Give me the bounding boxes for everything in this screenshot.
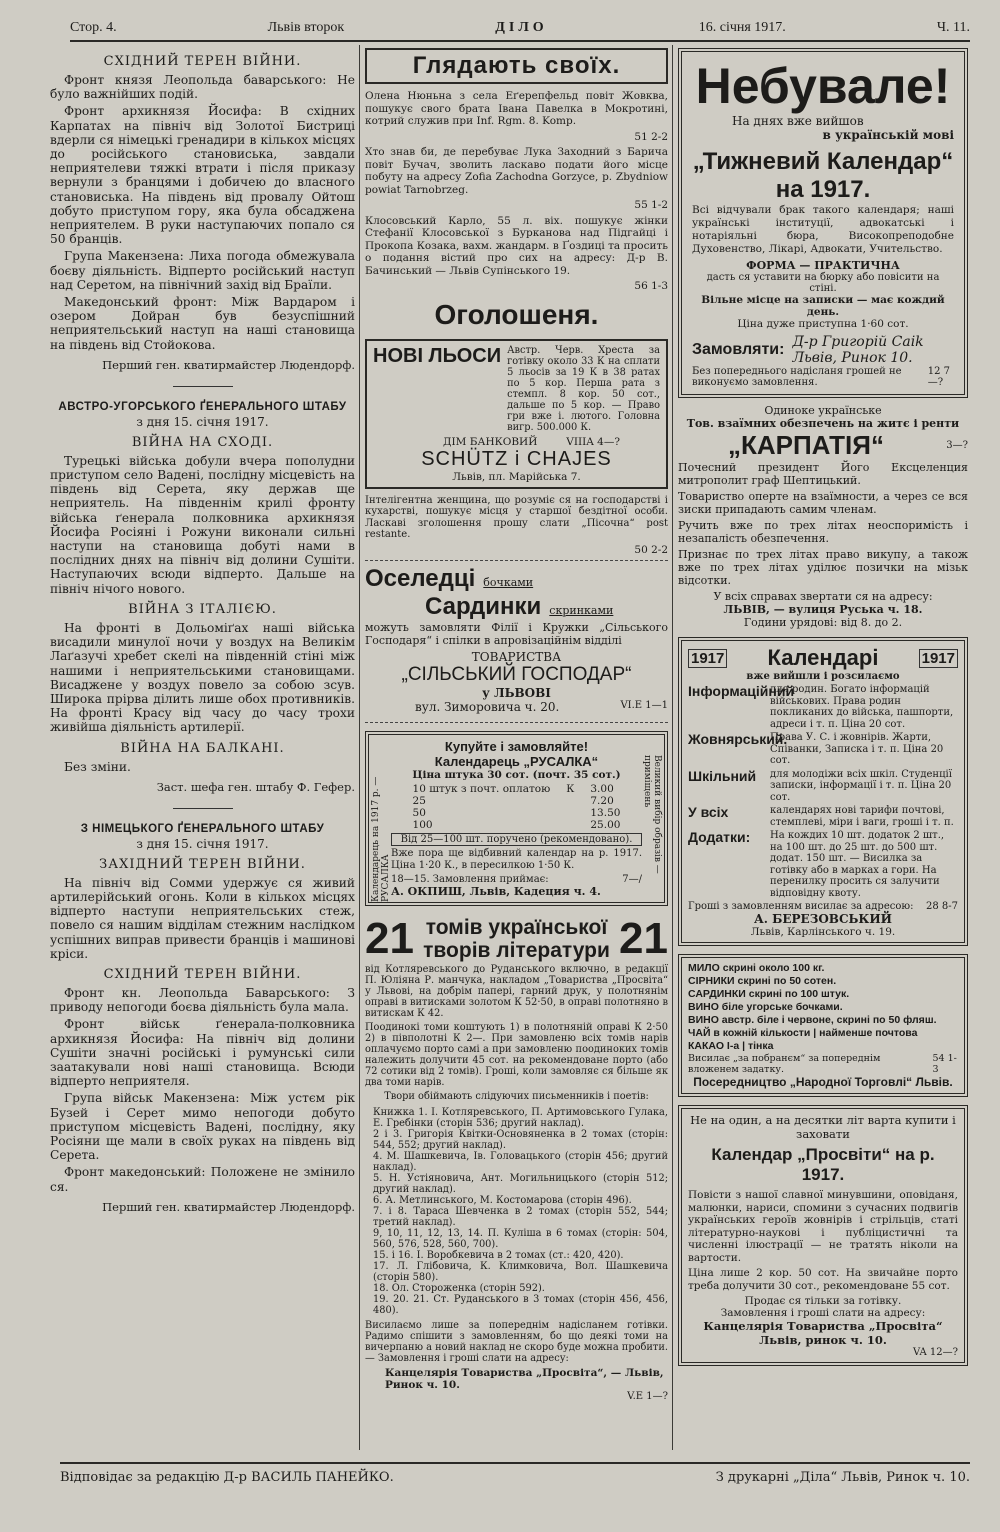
price-cell: 100 xyxy=(412,819,433,831)
rusalka-ad xyxy=(365,731,668,906)
lit-volume: 2 і 3. Григорія Квітки-Основяненка в 2 томах (сторін: 544, 552; другий наклад). xyxy=(373,1128,668,1151)
cal-seller: Д-р Григорій Caik Львів, Ринок 10. xyxy=(792,334,924,366)
lit-volume: 7. і 8. Тараса Шевченка в 2 томах (сторін 552, 544; третий наклад). xyxy=(373,1205,668,1228)
calendars-ad xyxy=(678,637,968,946)
subheading: ВІЙНА НА СХОДІ. xyxy=(131,434,274,450)
cals-item-name: Додатки: xyxy=(688,829,751,845)
ins-text: Товариство оперте на взаїмности, а через се вся зиски припадають самим членам. xyxy=(678,490,968,516)
ad-code: VA 12—? xyxy=(912,1347,958,1358)
section-date: з дня 15. січня 1917. xyxy=(136,414,269,429)
rusalka-side-text: Календарець на 1917 р. — РУСАЛКА xyxy=(371,776,391,902)
rusalka-side-text: Великий вибір образів — приміщень xyxy=(642,755,662,874)
announcements-title: Оголошеня. xyxy=(434,298,599,330)
signature: Заст. шефа ген. штабу Ф. Гефер. xyxy=(156,779,355,794)
cals-item-text: для молодіжи всіх шкіл. Студенції записки, інформації і т. п. Ціна 20 сот. xyxy=(770,768,952,803)
cals-item-text: для родин. Богато інформацій військових. Права родин покликаних до війська, пашпорти, адреси і т. п. Ціна 20 сот. xyxy=(770,684,954,730)
lit-volume: 5. Н. Устіяновича, Ант. Могильницького (сторін 512; другий наклад). xyxy=(373,1172,668,1195)
lottery-text: Австр. Черв. Хреста за готівку около 33 К на сплати 5 льосів за 19 К в 38 ратах по 5 кор. Перша рата з стемпл. 8 кор. 50 сот., дальше по 5 кор. — Право гри вже і. лютого. Головна вигр. 500.000 К. xyxy=(507,344,660,433)
seek-ad-title-box xyxy=(365,48,668,84)
news-paragraph: На північ від Сомми удержує ся живий артилерійський огонь. Коли в кількох місцях відперто наступи неприятельських стеж, повело ся нашим відділам стежним наслідком успішних виправ привести бранців і машинові кріси. xyxy=(50,875,355,961)
goods-item: САРДИНКИ скрині по 100 штук. xyxy=(688,988,850,1000)
rusalka-seller: А. ОКПИШ, Львів, Кадеция ч. 4. xyxy=(391,885,601,898)
cals-sub: вже вийшли і розсилаємо xyxy=(746,671,900,682)
lottery-address: Львів, пл. Марійська 7. xyxy=(452,470,581,483)
cal-form: ФОРМА — ПРАКТИЧНА xyxy=(746,259,900,272)
news-paragraph: Фронт військ ґенерала-полковника архикнязя Йосифа: На північ від долини Сушіти значні російські і румунські сили заатакували нові наші становища. Всюди відперто неприятеля. xyxy=(50,1017,355,1089)
ins-hours: Години урядові: від 8. до 2. xyxy=(743,616,903,629)
cals-item-name: Інформаційний xyxy=(688,683,795,699)
price-cell: 25 xyxy=(412,795,426,807)
fish-text: можуть замовляти Філії і Кружки „Сільського Господаря“ і спілки в апровізаційнім відділі xyxy=(365,621,668,647)
subheading: ВІЙНА НА БАЛКАНІ. xyxy=(120,740,285,756)
price-cell: 7.20 xyxy=(590,795,614,807)
cals-address: Львів, Карлінського ч. 19. xyxy=(750,926,896,938)
goods-list xyxy=(688,962,958,1053)
cal-order-label: Замовляти: xyxy=(692,341,785,358)
goods-ad xyxy=(678,954,968,1097)
divider xyxy=(365,722,668,723)
section-heading: СХІДНИЙ ТЕРЕН ВІЙНИ. xyxy=(103,54,302,69)
price-row xyxy=(405,783,629,795)
news-paragraph: Македонський фронт: Між Вардаром і озером Дойран був безуспішний неприятельський наступ на наші становища на південь від Стойокова. xyxy=(50,295,355,352)
pros-text: Ціна лише 2 кор. 50 сот. На звичайне порто треба долучити 30 сот., рекомендоване 55 сот. xyxy=(688,1267,958,1292)
lottery-bank: ДІМ БАНКОВИЙ xyxy=(443,435,538,448)
page-header xyxy=(70,20,970,42)
cals-item-text: Права У. С. і жовнірів. Жарти, Співанки, Записка і т. п. Ціна 20 сот. xyxy=(770,732,944,766)
seek-ad: Олена Нюньна з села Еґерепфельд повіт Жовква, пошукує свого брата Івана Павелка в Мокротині, котрий служив при Inf. Rgm. 8. Komp. xyxy=(365,90,668,127)
printer-line: З друкарні „Діла“ Львів, Ринок ч. 10. xyxy=(715,1470,970,1485)
cals-item-name: Шкільний xyxy=(688,767,757,784)
sardines-label: Сардинки xyxy=(425,593,542,620)
ad-code: 51 2-2 xyxy=(634,130,668,143)
price-cell xyxy=(558,819,582,831)
seek-title: Глядають своїх. xyxy=(412,52,621,79)
ins-text: Почесний президент Його Ексцеленция митрополит граф Шептицький. xyxy=(678,461,968,487)
ad-code: 56 1-3 xyxy=(634,280,668,292)
cal-price: Ціна дуже приступна 1·60 сот. xyxy=(737,318,909,330)
ins-text: У всіх справах звертати ся на адресу: xyxy=(713,590,933,603)
ins-text: Ручить вже по трех літах неоспоримість і незапалість обезпечення. xyxy=(678,519,968,545)
rusalka-note: Від 25—100 шт. поручено (рекомендовано). xyxy=(391,833,642,846)
price-cell: 50 xyxy=(412,807,426,819)
ad-code: 28 8-7 xyxy=(925,901,958,912)
cals-year: 1917 xyxy=(919,649,958,668)
news-paragraph: На фронті в Дольоміґах наші війська висадили минулої ночи у воздух на Великім Лаґазучі хребет скелі на південній стіні між нашими і неприятельськими становищами. Висаджене у воздух повело за собою зсув. Широка прірва ділить лише обох противників. На фронті Красу від часу до часу трохи живійша діяльність артилерії. xyxy=(50,620,355,735)
signature: Перший ген. кватирмайстер Людендорф. xyxy=(102,357,355,372)
issue-date: 16. січня 1917. xyxy=(698,20,786,35)
cal-text: Вільне місце на записки — має кождий день. xyxy=(701,294,945,318)
coop-address: вул. Зиморовича ч. 20. xyxy=(415,700,560,714)
news-paragraph: Фронт македонський: Положене не змінило ся. xyxy=(50,1165,355,1194)
column-rule xyxy=(672,45,673,1450)
news-paragraph: Фронт архикнязя Йосифа: В східних Карпатах на північ від Золотої Бистриці вдерли ся німецькі гренадири в кількох місцях до російського становиська, завдали неприятелеви тяжкі втрати і після приказу вернули з бранцями і добичею до власного становиська. На південь від провалу Ойтош добуто приступом гору, яка була обсаджена неприятелем. В руки наступаючих попало ся 50 бранців. xyxy=(50,104,355,247)
issue-number: Ч. 11. xyxy=(936,20,970,35)
price-row xyxy=(405,819,629,831)
seek-ad: Клосовський Карло, 55 л. віх. пошукує жінки Стефанії Клосовської з Бурканова над Підгайці і Прокопа Козака, вахм. жандарм. в Ґоздиці та просить о подання вістий про сих на адресу: Д-р В. Бачинський — Львів Супінського 19. xyxy=(365,214,668,277)
lit-paragraph: Висилаємо лише за попереднім надісланем готівки. Радимо спішити з замовленням, бо що деякі томи на вичерпаню а новий наклад не скоро буде можна пробити. — Замовлення і гроші слати на адресу: xyxy=(365,1319,668,1364)
price-cell: 13.50 xyxy=(590,807,621,819)
cals-item-text: календарях нові тарифи почтові, стемплеві, міри і ваги, гроші і т. п. xyxy=(770,805,954,828)
section-heading: З НІМЕЦЬКОГО ҐЕНЕРАЛЬНОГО ШТАБУ xyxy=(80,822,325,835)
literature-ad xyxy=(365,914,668,1402)
ad-code: 7—/ xyxy=(622,874,642,885)
page-number: Стор. 4. xyxy=(70,20,117,35)
cals-item xyxy=(688,769,958,804)
goods-item: ВИНО біле угорське бочками. xyxy=(688,1001,843,1013)
lit-title: томів української xyxy=(425,916,608,939)
cals-money: Гроші з замовленням висилає за адресою: xyxy=(688,901,914,912)
cal-year: на 1917. xyxy=(775,176,871,203)
cals-item-name: Жовнярський. xyxy=(688,731,788,747)
coop-city: у ЛЬВОВІ xyxy=(482,686,551,700)
ad-code: 3—? xyxy=(946,440,968,451)
rusalka-price: Ціна штука 30 сот. (почт. 35 сот.) xyxy=(412,769,621,781)
rusalka-code: 18—15. Замовлення приймає: xyxy=(391,874,549,885)
goods-item: КАКАО І-а | тінка xyxy=(688,1040,774,1052)
rusalka-price-table xyxy=(405,783,629,831)
sardines-pack: скринками xyxy=(549,604,614,617)
cals-item-name: У всіх xyxy=(688,804,729,820)
news-paragraph: Фронт кн. Леопольда Баварського: З приводу непогоди боєва діяльність була мала. xyxy=(50,985,355,1015)
cal-text: дасть ся уставити на бюрку або повісити на стіні. xyxy=(706,272,940,294)
signature: Перший ген. кватирмайстер Людендорф. xyxy=(102,1199,355,1214)
insurance-ad xyxy=(678,404,968,629)
pros-title: Календар „Просвіти“ на р. 1917. xyxy=(711,1145,935,1184)
ad-code: 12 7—? xyxy=(927,366,951,388)
cal-name: „Тижневий Календар“ xyxy=(692,148,954,175)
divider xyxy=(173,808,233,809)
ad-code: V.E 1—? xyxy=(627,1390,668,1402)
news-paragraph: Без зміни. xyxy=(64,759,131,774)
pros-line: Не на один, а на десятки літ варта купити і заховати xyxy=(690,1113,956,1141)
cal-line: в українській мові xyxy=(822,128,954,142)
cals-item xyxy=(688,805,958,828)
lit-volume: 9, 10, 11, 12, 13, 14. П. Куліша в 6 томах (сторін: 504, 560, 576, 528, 560, 700). xyxy=(373,1227,668,1250)
ins-name: „КАРПАТІЯ“ xyxy=(728,430,884,460)
price-cell: 25.00 xyxy=(590,819,621,831)
price-cell: 3.00 xyxy=(590,783,614,795)
lit-paragraph: Поодинокі томи коштують 1) в полотняній оправі К 2·50 2) в півполотні К 2—. При замовленю всіх томів нарів оплачуємо порто самі а при замовленю поодиноких томів належить долучити 45 сот. на рекомендоване порто (або 72 сотики від 2 томів). Гроші, коли замовляє ся більше як два томи нарів. xyxy=(365,1022,668,1088)
ins-address: ЛЬВІВ, — вулиця Руська ч. 18. xyxy=(723,603,923,616)
cal-text: Всі відчували брак такого календаря; наші українські інституції, адвокатські і нотаріяльні бюра, Високопреподобне Духовенство, Лікарі, Адвокати, Учительство. xyxy=(692,204,954,255)
goods-seller: Посередництво „Народної Торговлі“ Львів. xyxy=(693,1075,953,1089)
news-column xyxy=(50,48,355,1220)
cals-item xyxy=(688,732,958,767)
fish-ad xyxy=(365,565,668,714)
ins-text: Признає по трех літах право викупу, а також вже по трех літах уділює позички на мізьк відсотки. xyxy=(678,548,968,587)
price-cell xyxy=(558,807,582,819)
weekly-calendar-ad xyxy=(678,48,968,398)
page-footer xyxy=(60,1462,970,1485)
rusalka-text: Вже пора ще відбивний календар на р. 1917. Ціна 1·20 К., в пересилкою 1·50 К. xyxy=(391,848,642,871)
pros-text: Замовлення і гроші слати на адресу: xyxy=(720,1307,926,1319)
cals-year: 1917 xyxy=(688,649,727,668)
price-cell: К xyxy=(566,783,575,795)
unusual-title: Небувале! xyxy=(695,58,951,114)
coop-label: ТОВАРИСТВА xyxy=(471,650,562,664)
pros-text: Продає ся тільки за готівку. xyxy=(744,1295,902,1307)
herring-label: Оселедці xyxy=(365,565,476,592)
herring-pack: бочками xyxy=(483,576,534,589)
rusalka-name: Календарець „РУСАЛКА“ xyxy=(434,754,599,769)
lottery-head: НОВІ ЛЬОСИ xyxy=(373,344,502,367)
classified-ad: Інтелігентна женщина, що розуміє ся на господарстві і кухарстві, пошукує місця у старшої бездітної особи. Ласкаві зголошення прошу слати „Пісочна“ post restante. xyxy=(365,494,668,540)
news-paragraph: Група Макензена: Лиха погода обмежувала боєву діяльність. Відперто російський наступ над Серетом, на північний захід від Браїли. xyxy=(50,249,355,292)
news-paragraph: Група військ Макензена: Між устєм рік Бузей і Серет мимо непогоди добуто приступом місцевість Вадені, послідну, яку Росіяни ще мали в своїх руках на південь від Серета. xyxy=(50,1091,355,1163)
news-paragraph: Фронт князя Леопольда баварського: Не було важнійших подій. xyxy=(50,73,355,102)
ads-column-middle xyxy=(365,48,668,1402)
lit-volume-list xyxy=(365,1107,668,1316)
coop-name: „СІЛЬСЬКИЙ ГОСПОДАР“ xyxy=(401,664,632,685)
price-row xyxy=(405,795,629,807)
section-date: з дня 15. січня 1917. xyxy=(136,836,269,851)
cals-item-text: На кождих 10 шт. додаток 2 шт., на 100 шт. до 25 шт. до 500 шт. додат. 150 шт. — Висилка за готівку або в марках а гори. На перенилку просить ся залучити відповідну квоту. xyxy=(770,830,945,899)
ins-line: Одиноке українське xyxy=(764,404,882,417)
goods-item: МИЛО скрині около 100 кг. xyxy=(688,962,825,974)
news-paragraph: Турецькі війська добули вчера пополудни приступом село Вадені, послідну місцевість на південь від Серета, яку держав ще неприятель. На південнім крилі фронту війська ґенерала полковника архикнязя Йосифа Росіяні і Рожуни виконали сильні наступи на становища добуті нами в послідних днях на північ від долини Сушіти. Наступаючих всюди відперто. Дальше на північ нічого нового. xyxy=(50,453,355,596)
lit-title: творів літератури xyxy=(423,939,610,962)
lit-sign: Канцелярія Товариства „Просвіта“, — Львів, Ринок ч. 10. xyxy=(385,1366,664,1391)
ins-line: Тов. взаїмних обезпечень на житє і ренти xyxy=(686,417,960,430)
editor-line: Відповідає за редакцію Д-р ВАСИЛЬ ПАНЕЙКО. xyxy=(60,1470,394,1485)
lit-volume: 4. М. Шашкевича, Ів. Головацького (сторін 456; другий наклад). xyxy=(373,1150,668,1173)
goods-item: СІРНИКИ скрині по 50 сотен. xyxy=(688,975,837,987)
cals-seller: А. БЕРЕЗОВСЬКИЙ xyxy=(754,912,892,926)
ad-code: VIIIA 4—? xyxy=(566,435,620,448)
cal-note: Без попереднього надісланя грошей не виконуємо замовлення. xyxy=(692,366,902,388)
lit-volume: Книжка 1. І. Котляревського, П. Артимовського Гулака, Е. Гребінки (сторін 536; другий наклад). xyxy=(373,1106,668,1129)
subheading: ВІЙНА З ІТАЛІЄЮ. xyxy=(128,601,277,617)
goods-item: ВИНО австр. біле і червоне, скрині по 50 фляш. xyxy=(688,1014,937,1026)
divider xyxy=(365,560,668,561)
subheading: ЗАХІДНИЙ ТЕРЕН ВІЙНИ. xyxy=(99,856,306,872)
section-heading: АВСТРО-УГОРСЬКОГО ҐЕНЕРАЛЬНОГО ШТАБУ xyxy=(58,400,347,413)
pros-sign: Канцелярія Товариства „Просвіта“ Львів, ринок ч. 10. xyxy=(703,1319,943,1347)
lit-number: 21 xyxy=(365,914,414,963)
lit-volume: 6. А. Метлинського, М. Костомарова (сторін 496). xyxy=(373,1194,632,1206)
price-cell xyxy=(558,795,582,807)
ads-column-right xyxy=(678,48,968,1372)
lit-paragraph: Твори обіймають слідуючих письменників і поетів: xyxy=(384,1091,649,1102)
cals-list xyxy=(688,684,958,899)
lit-intro: від Котляревського до Руданського включно, в редакції П. Юліяна Р. манчука, накладом „Товариства „Просвіта“ у Львові, на добрім папері, гарний друк, у полотнянім оправі в витисками золотом К 52·50, в оправі полотняно в витискам К 42. xyxy=(365,964,668,1019)
subheading: СХІДНИЙ ТЕРЕН ВІЙНИ. xyxy=(103,966,302,982)
price-cell: 10 штук з почт. оплатою xyxy=(412,783,551,795)
city-day: Львів второк xyxy=(267,20,345,35)
lottery-ad xyxy=(365,339,668,489)
lit-number: 21 xyxy=(619,914,668,963)
prosvita-calendar-ad xyxy=(678,1105,968,1366)
lit-volume: 18. Ол. Стороженка (сторін 592). xyxy=(373,1282,545,1294)
lit-volume: 19. 20. 21. Ст. Руданського в 3 томах (сторін 456, 456, 480). xyxy=(373,1293,668,1316)
ad-code: 54 1-3 xyxy=(932,1053,957,1075)
price-row xyxy=(405,807,629,819)
goods-note: Висилає „за побранєм“ за попереднім вложенем задатку. xyxy=(688,1053,881,1075)
cals-title: Календарі xyxy=(767,645,879,670)
rusalka-head: Купуйте і замовляйте! xyxy=(444,739,589,754)
masthead-title: ДІЛО xyxy=(495,20,548,35)
goods-item: ЧАЙ в кожній кількости | найменше почтова xyxy=(688,1027,918,1039)
ad-code: 50 2-2 xyxy=(634,543,668,556)
pros-text: Повісти з нашої славної минувшини, оповіданя, малюнки, нариси, спомини з сучасних подвигів українських героїв жовнірів і стрільців, статі літературно-наукові і публіцистичні та численні ілюстрації — не тратять ніколи на вартости. xyxy=(688,1189,958,1264)
lit-volume: 17. Л. Глібовича, К. Климковича, Вол. Шашкевича (сторін 580). xyxy=(373,1260,668,1283)
ad-code: VI.E 1—1 xyxy=(620,700,668,711)
lottery-firm: SCHÜTZ і CHAJES xyxy=(421,447,612,470)
ad-code: 55 1-2 xyxy=(634,199,668,211)
lit-volume: 15. і 16. І. Воробкевича в 2 томах (ст.: 420, 420). xyxy=(373,1249,624,1261)
seek-ad: Хто знав би, де перебуває Лука Заходний з Барича повіт Бучач, зволить ласкаво подати його місце побуту на адресу Zofia Zachodna Gorzyce, p. Zbydniow powiat Tarnobrzeg. xyxy=(365,146,668,196)
divider xyxy=(173,386,233,387)
cal-line: На днях вже вийшов xyxy=(732,114,864,128)
cals-item xyxy=(688,830,958,899)
column-rule xyxy=(359,45,360,1450)
cals-item xyxy=(688,684,958,730)
